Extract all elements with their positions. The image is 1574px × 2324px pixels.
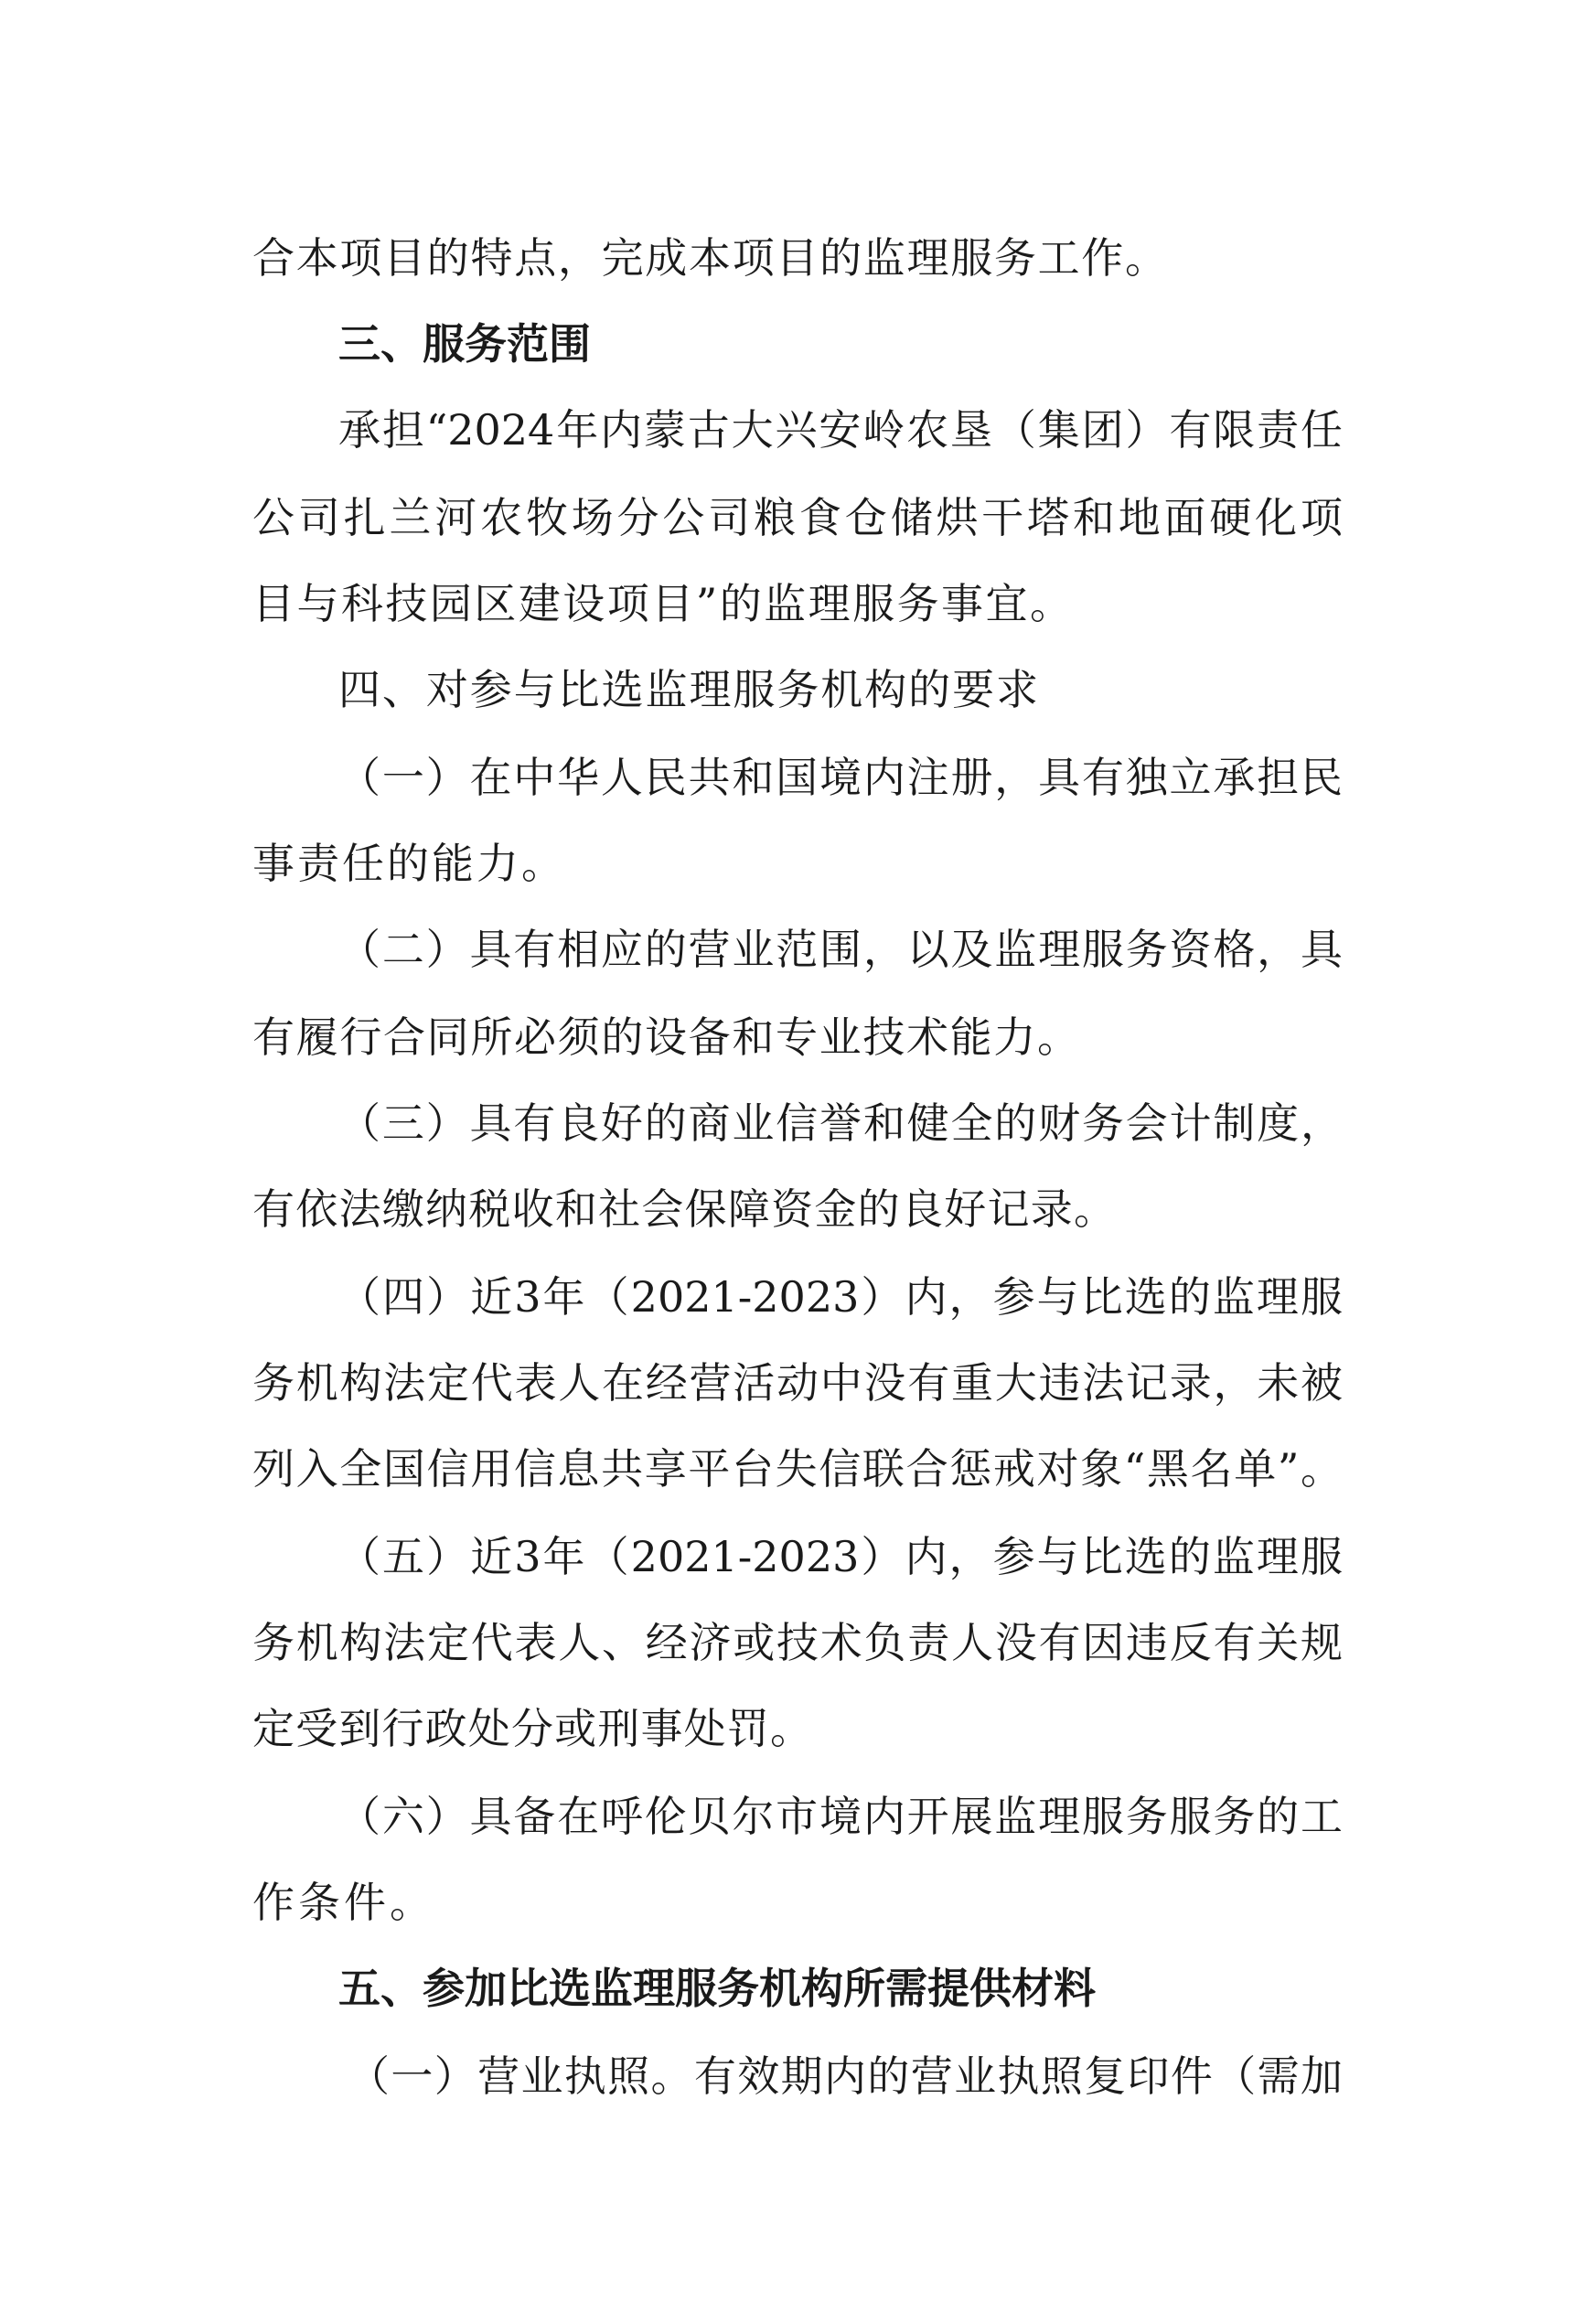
paragraph-line: （一）在中华人民共和国境内注册，具有独立承担民: [338, 753, 1343, 802]
paragraph-line: （二）具有相应的营业范围，以及监理服务资格，具: [338, 925, 1343, 974]
paragraph-line: 务机构法定代表人、经济或技术负责人没有因违反有关规: [252, 1618, 1343, 1667]
paragraph-line: 事责任的能力。: [252, 839, 563, 888]
section-heading-requirements: 四、对参与比选监理服务机构的要求: [338, 665, 1038, 714]
paragraph-line: 有履行合同所必须的设备和专业技术能力。: [252, 1012, 1079, 1062]
paragraph-line: （四）近3年（2021-2023）内，参与比选的监理服: [338, 1272, 1343, 1322]
paragraph-line: 列入全国信用信息共享平台失信联合惩戒对象“黑名单”。: [252, 1444, 1343, 1494]
paragraph-line: 目与科技园区建设项目”的监理服务事宜。: [252, 579, 1072, 628]
paragraph-line: （六）具备在呼伦贝尔市境内开展监理服务服务的工: [338, 1792, 1343, 1841]
paragraph-line: 公司扎兰河农牧场分公司粮食仓储烘干塔和地面硬化项: [252, 493, 1343, 542]
paragraph-line: 务机构法定代表人在经营活动中没有重大违法记录，未被: [252, 1358, 1343, 1408]
paragraph-line: 合本项目的特点，完成本项目的监理服务工作。: [252, 233, 1167, 283]
paragraph-line: 作条件。: [252, 1878, 432, 1927]
section-heading-materials: 五、参加比选监理服务机构所需提供材料: [338, 1964, 1096, 2013]
paragraph-line: 有依法缴纳税收和社会保障资金的良好记录。: [252, 1184, 1116, 1234]
paragraph-line: 定受到行政处分或刑事处罚。: [252, 1704, 812, 1753]
paragraph-line: （三）具有良好的商业信誉和健全的财务会计制度，: [338, 1098, 1343, 1148]
paragraph-line: （一）营业执照。有效期内的营业执照复印件（需加: [348, 2051, 1343, 2101]
paragraph-line: 承担“2024年内蒙古大兴安岭农垦（集团）有限责任: [338, 405, 1343, 455]
paragraph-line: （五）近3年（2021-2023）内，参与比选的监理服: [338, 1532, 1343, 1581]
section-heading-service-scope: 三、服务范围: [338, 319, 591, 369]
